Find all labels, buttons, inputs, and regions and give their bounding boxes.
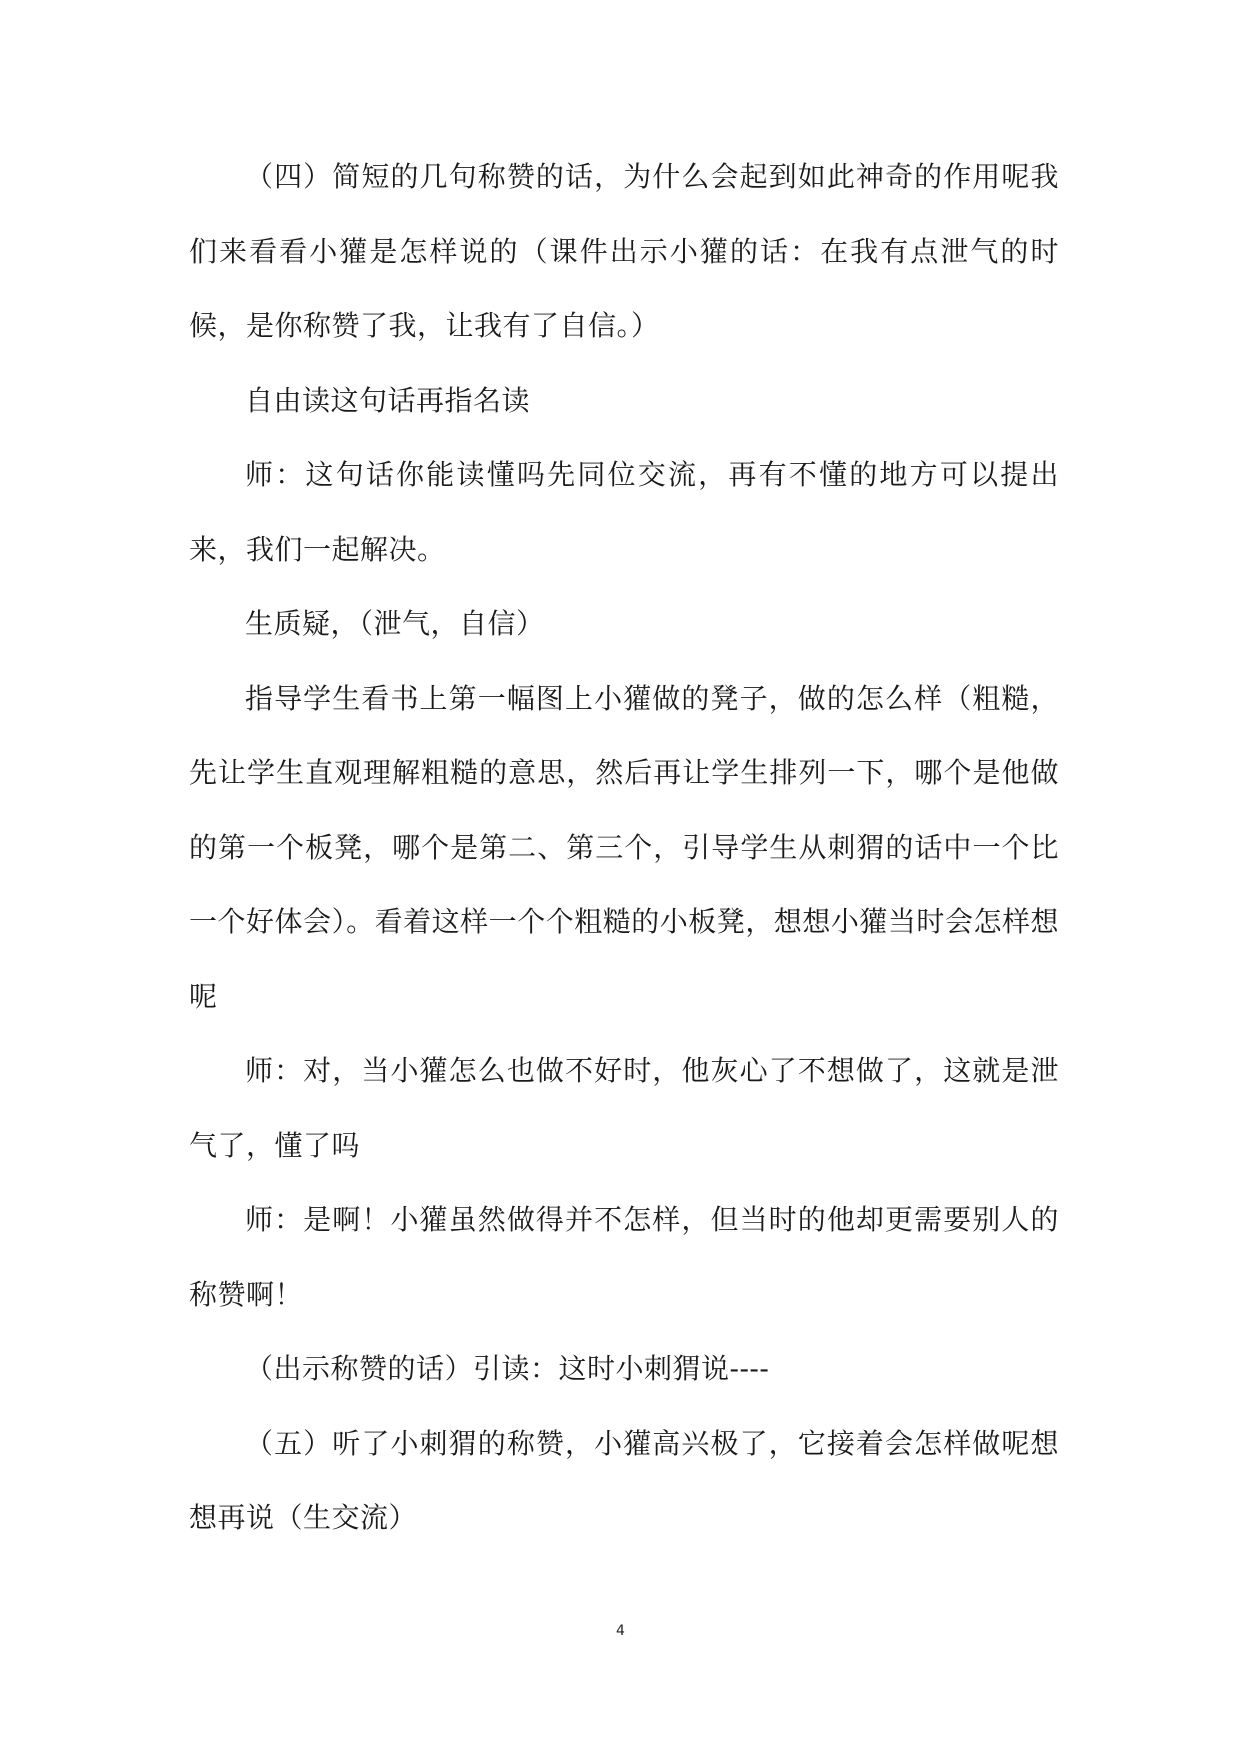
body-text	[189, 140, 1059, 1556]
paragraph-5: 指导学生看书上第一幅图上小獾做的凳子，做的怎么样（粗糙，先让学生直观理解粗糙的意思，然后再让学生排列一下，哪个是他做的第一个板凳，哪个是第二、第三个，引导学生从刺猬的话中一个比一个好体会）。看着这样一个个粗糙的小板凳，想想小獾当时会怎样想呢	[189, 681, 1059, 1013]
paragraph-2: 自由读这句话再指名读	[245, 383, 531, 417]
paragraph-8: （出示称赞的话）引读：这时小刺猬说----	[245, 1352, 770, 1385]
paragraph-3: 师：这句话你能读懂吗先同位交流，再有不懂的地方可以提出来，我们一起解决。	[189, 458, 1059, 566]
paragraph-9: （五）听了小刺猬的称赞，小獾高兴极了，它接着会怎样做呢想想再说（生交流）	[189, 1426, 1059, 1534]
paragraph-1: （四）简短的几句称赞的话，为什么会起到如此神奇的作用呢我们来看看小獾是怎样说的（课件出示小獾的话：在我有点泄气的时候，是你称赞了我，让我有了自信。）	[189, 160, 1059, 342]
page-number: 4	[616, 1623, 625, 1639]
paragraph-6: 师：对，当小獾怎么也做不好时，他灰心了不想做了，这就是泄气了，懂了吗	[189, 1054, 1059, 1162]
paragraph-7: 师：是啊！小獾虽然做得并不怎样，但当时的他却更需要别人的称赞啊！	[189, 1203, 1059, 1311]
paragraph-4: 生质疑，（泄气，自信）	[245, 607, 545, 640]
